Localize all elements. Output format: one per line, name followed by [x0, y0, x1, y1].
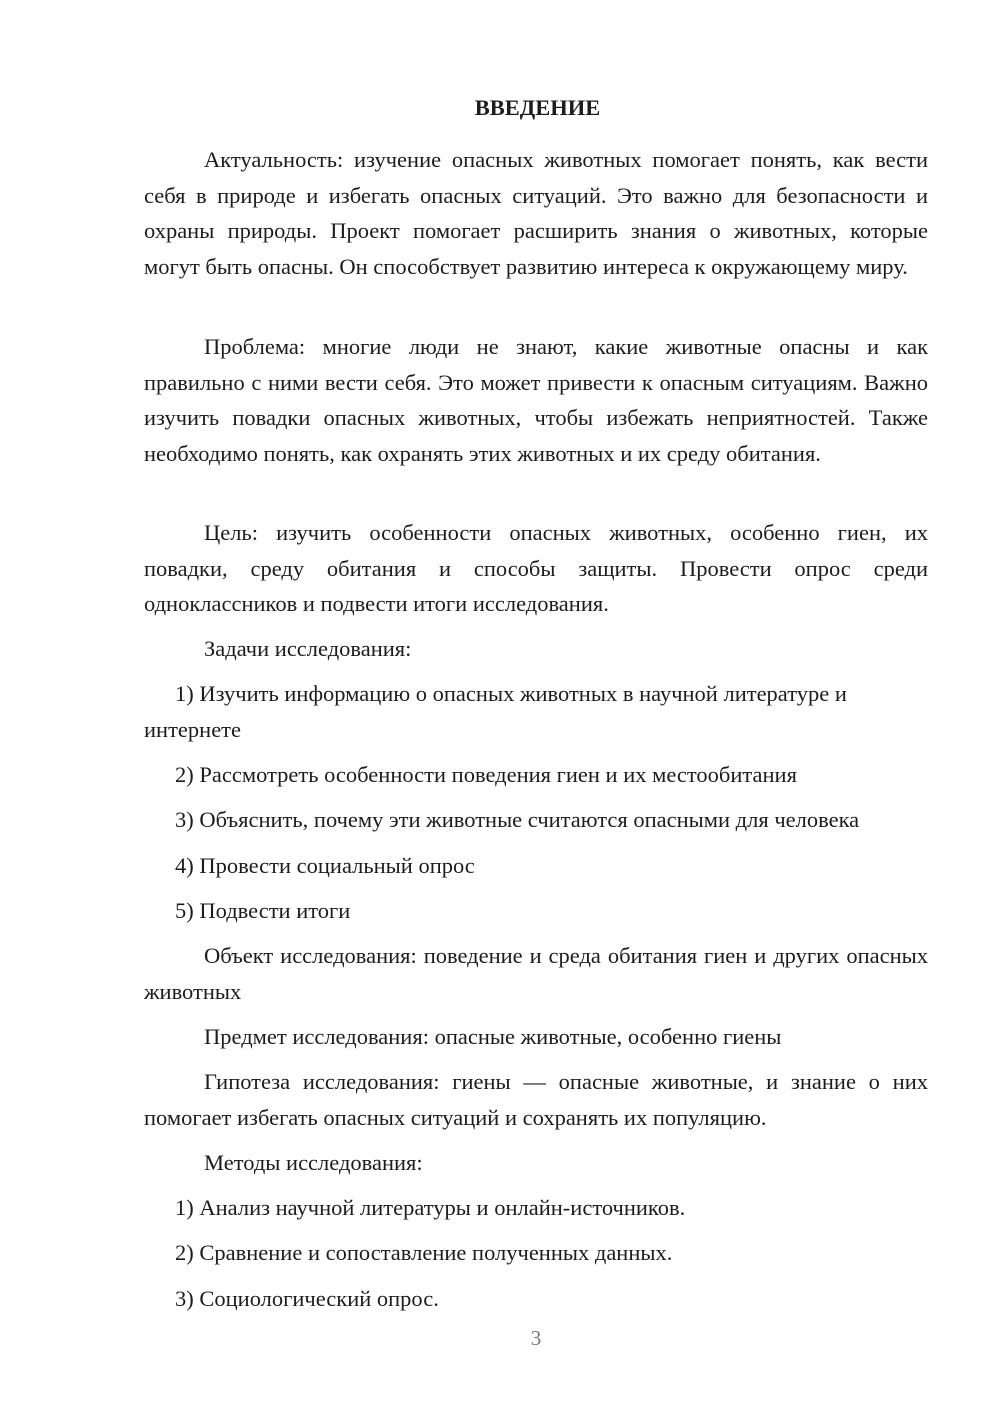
- task-item-5: 5) Подвести итоги: [175, 898, 351, 923]
- page-number: 3: [530, 1326, 542, 1350]
- goal-paragraph: Цель: изучить особенности опасных животных, особенно гиен, их повадки, среду обитания и способы защиты. Провести опрос среди одноклассников и подвести итоги исследования.: [144, 520, 928, 616]
- task-item-1: 1) Изучить информацию о опасных животных в научной литературе и: [175, 681, 847, 706]
- tasks-heading: Задачи исследования:: [204, 636, 412, 661]
- hypothesis-paragraph: Гипотеза исследования: гиены — опасные животные, и знание о них помогает избегать опасных ситуаций и сохранять их популяцию.: [144, 1069, 928, 1130]
- method-item-1: 1) Анализ научной литературы и онлайн-источников.: [175, 1195, 686, 1220]
- task-item-3: 3) Объяснить, почему эти животные считаются опасными для человека: [175, 807, 860, 832]
- task-item-1-continuation: интернете: [144, 717, 241, 742]
- method-item-2: 2) Сравнение и сопоставление полученных данных.: [175, 1240, 673, 1265]
- section-title: ВВЕДЕНИЕ: [474, 95, 601, 120]
- problem-paragraph: Проблема: многие люди не знают, какие животные опасны и как правильно с ними вести себя. Это может привести к опасным ситуациям. Важно изучить повадки опасных животных, чтобы избежать неприятностей. Также необходимо понять, как охранять этих животных и их среду обитания.: [144, 334, 928, 466]
- task-item-4: 4) Провести социальный опрос: [175, 853, 475, 878]
- object-paragraph: Объект исследования: поведение и среда обитания гиен и других опасных животных: [144, 943, 928, 1004]
- methods-heading: Методы исследования:: [204, 1150, 423, 1175]
- relevance-paragraph: Актуальность: изучение опасных животных помогает понять, как вести себя в природе и избегать опасных ситуаций. Это важно для безопасности и охраны природы. Проект помогает расширить знания о животных, которые могут быть опасны. Он способствует развитию интереса к окружающему миру.: [144, 147, 928, 279]
- subject-paragraph: Предмет исследования: опасные животные, особенно гиены: [204, 1024, 782, 1049]
- method-item-3: 3) Социологический опрос.: [175, 1286, 439, 1311]
- task-item-2: 2) Рассмотреть особенности поведения гиен и их местообитания: [175, 762, 797, 787]
